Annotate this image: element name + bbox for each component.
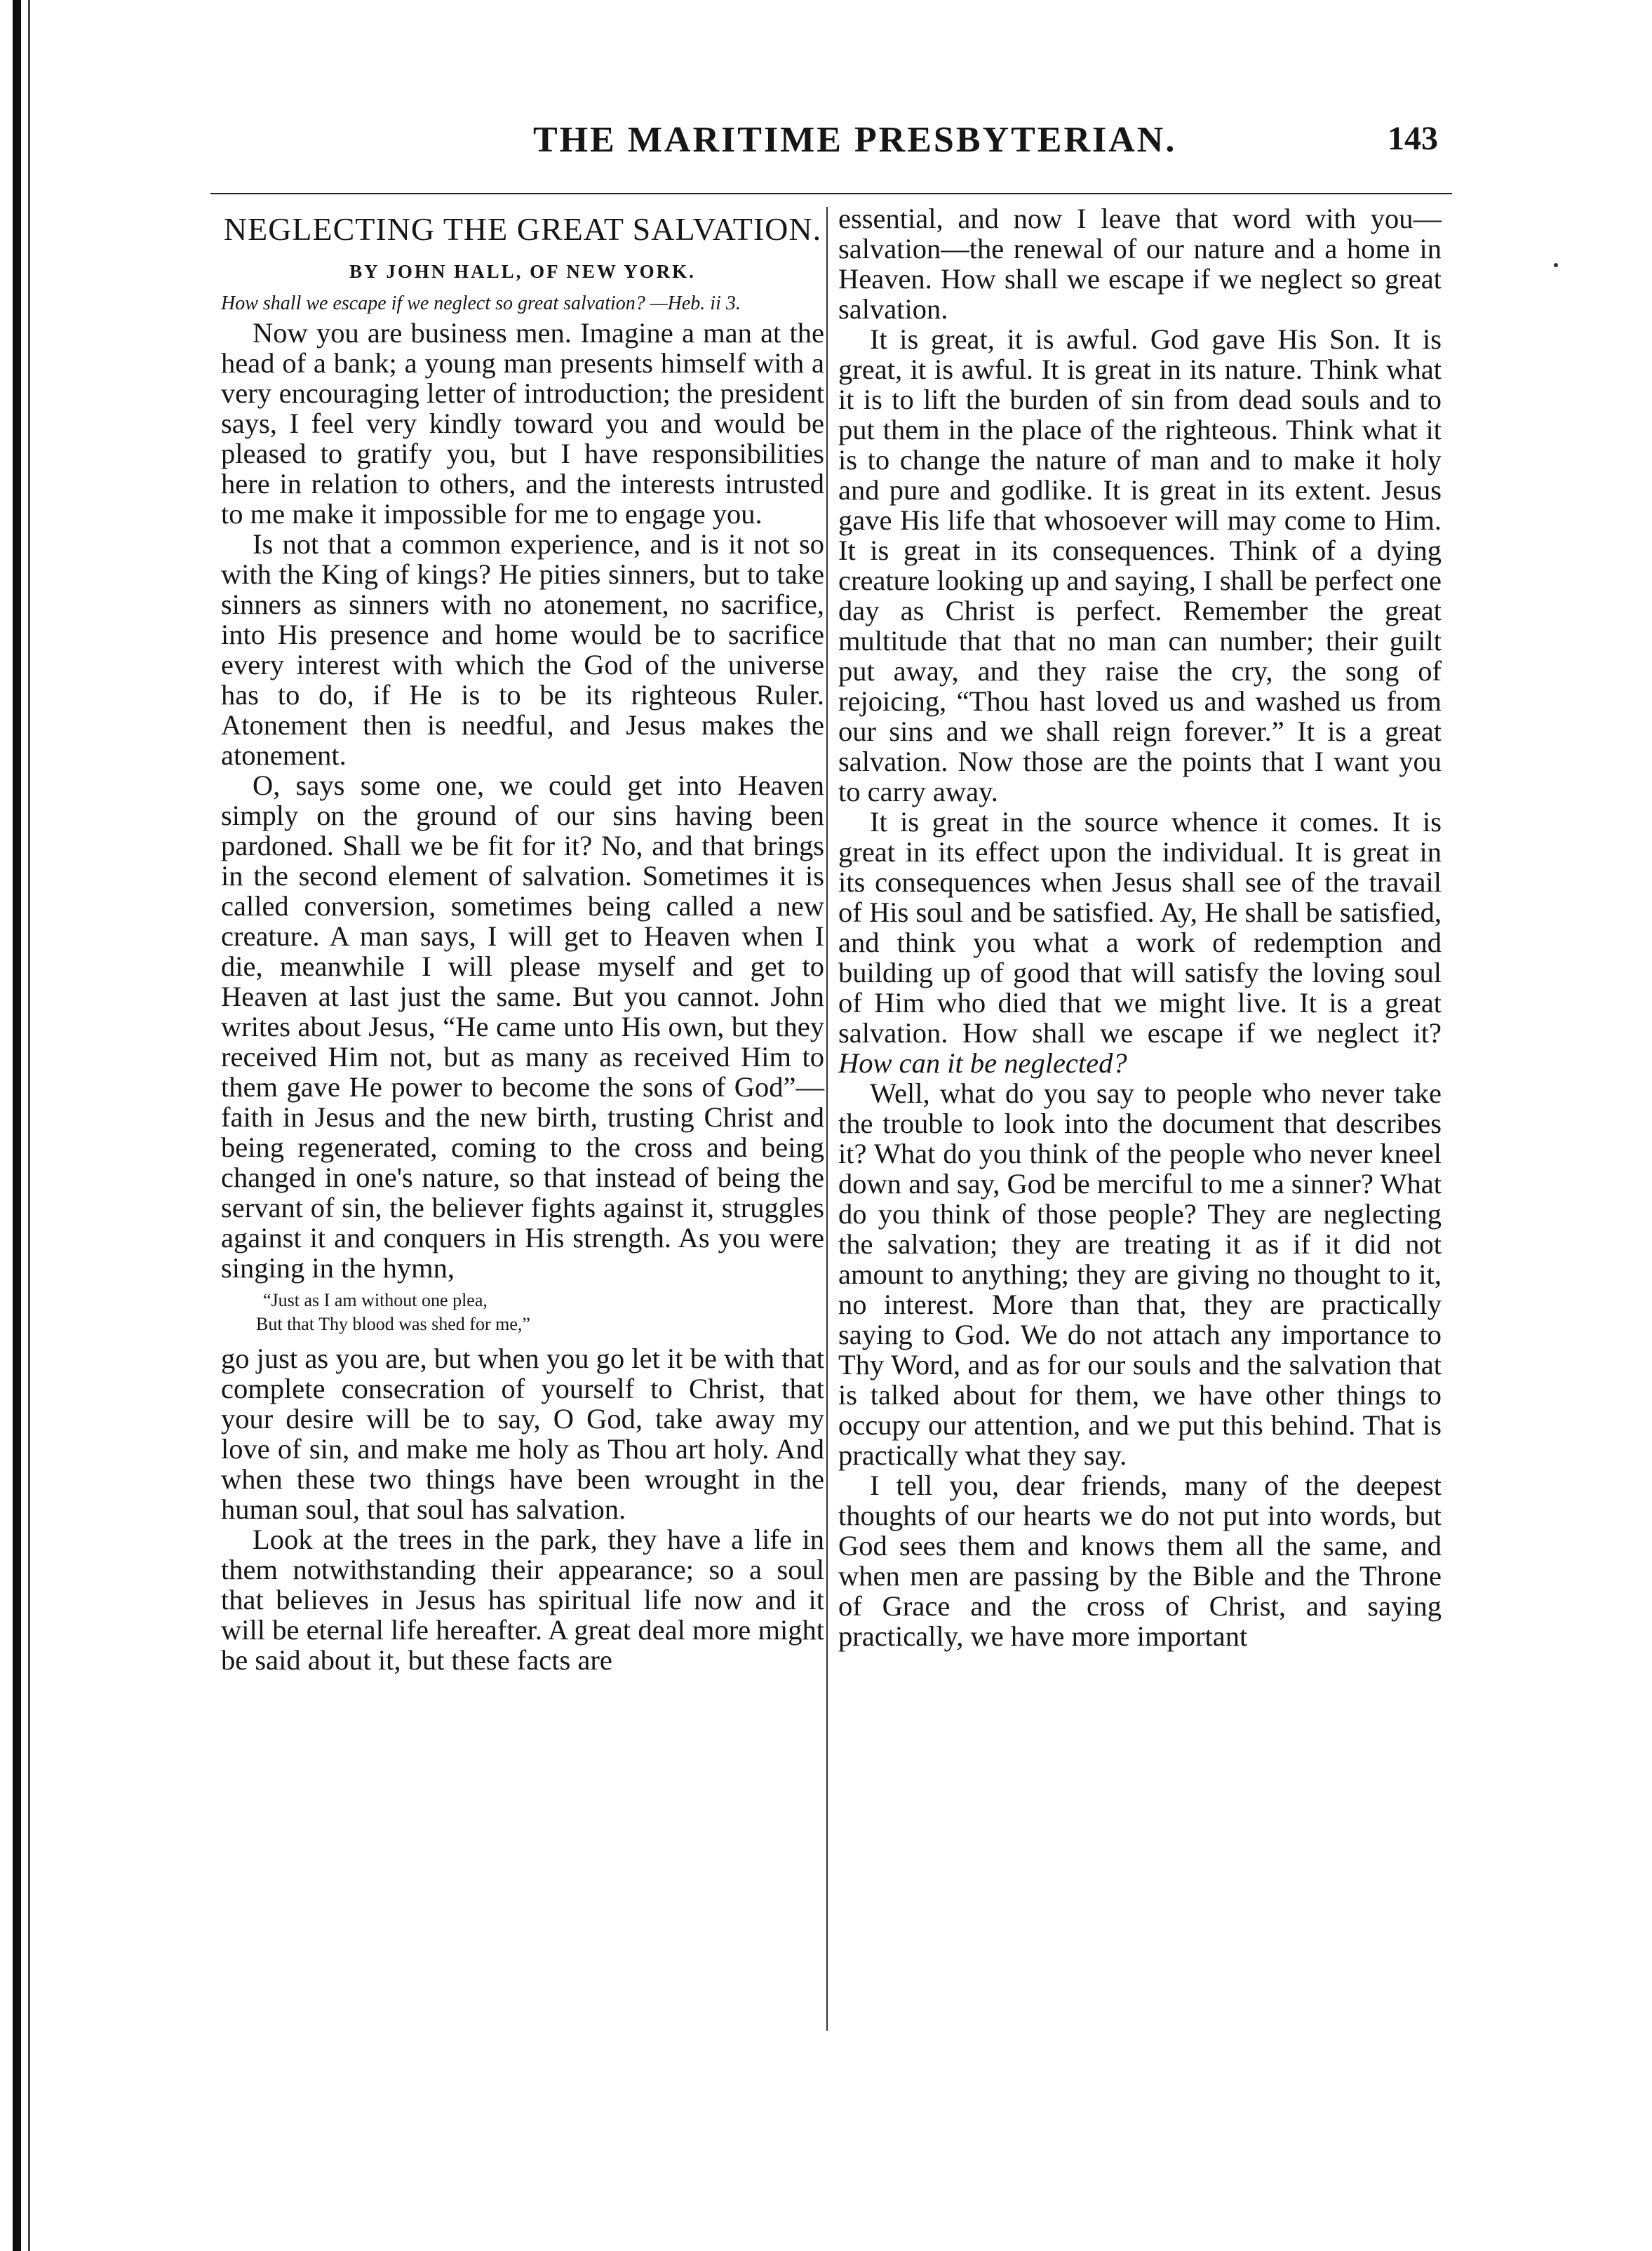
page-edge-line bbox=[28, 0, 30, 2251]
paragraph-text: It is great in the source whence it comes. It is great in its effect upon the individual. It is great in its consequences when Jesus shall see of the travail of His soul and be satisfied. Ay, He shall be satisfied, and think you what a work of redemption and building up of good that will satisfy the loving soul of Him who died that we might live. It is a great salvation. How shall we escape if we neglect it? bbox=[838, 806, 1442, 1049]
left-column bbox=[221, 203, 824, 1675]
hymn-line: “Just as I am without one plea, bbox=[263, 1290, 488, 1310]
article-epigraph: How shall we escape if we neglect so great salvation? —Heb. ii 3. bbox=[221, 293, 741, 314]
header-rule bbox=[210, 193, 1452, 194]
paragraph bbox=[838, 807, 1442, 1078]
paragraph: essential, and now I leave that word with you—salvation—the renewal of our nature and a home in Heaven. How shall we escape if we neglect so great salvation. bbox=[838, 203, 1442, 325]
italic-phrase: How can it be neglected? bbox=[838, 1047, 1127, 1079]
paragraph: I tell you, dear friends, many of the deepest thoughts of our hearts we do not put into words, but God sees them and knows them all the same, and when men are passing by the Bible and the Throne of Grace and the cross of Christ, and saying practically, we have more important bbox=[838, 1470, 1442, 1652]
hymn-line: But that Thy blood was shed for me,” bbox=[256, 1314, 530, 1334]
paragraph: Is not that a common experience, and is it not so with the King of kings? He pities sinners, but to take sinners as sinners with no atonement, no sacrifice, into His presence and home would be to sacrifice every interest with which the God of the universe has to do, if He is to be its righteous Ruler. Atonement then is needful, and Jesus makes the atonement. bbox=[221, 528, 824, 771]
page-edge-bar bbox=[13, 0, 21, 2251]
article-byline: BY JOHN HALL, OF NEW YORK. bbox=[349, 261, 696, 282]
page-number: 143 bbox=[1388, 120, 1438, 157]
paragraph: O, says some one, we could get into Heaven simply on the ground of our sins having been pardoned. Shall we be fit for it? No, and that brings in the second element of salvation. Sometimes it is called conversion, sometimes being called a new creature. A man says, I will get to Heaven when I die, meanwhile I will please myself and get to Heaven at last just the same. But you cannot. John writes about Jesus, “He came unto His own, but they received Him not, but as many as received Him to them gave He power to become the sons of God”—faith in Jesus and the new birth, trusting Christ and being regenerated, coming to the cross and being changed in one's nature, so that instead of being the servant of sin, the believer fights against it, struggles against it and conquers in His strength. As you were singing in the hymn, bbox=[221, 770, 824, 1284]
paragraph: Now you are business men. Imagine a man at the head of a bank; a young man presents himself with a very encouraging letter of introduction; the president says, I feel very kindly toward you and would be pleased to gratify you, but I have responsibilities here in relation to others, and the interests intrusted to me make it impossible for me to engage you. bbox=[221, 317, 824, 530]
paragraph: go just as you are, but when you go let it be with that complete consecration of yourself to Christ, that your desire will be to say, O God, take away my love of sin, and make me holy as Thou art holy. And when these two things have been wrought in the human soul, that soul has salvation. bbox=[221, 1343, 824, 1525]
column-divider bbox=[826, 207, 828, 2031]
paragraph: Well, what do you say to people who never take the trouble to look into the document that describes it? What do you think of the people who never kneel down and say, God be merciful to me a sinner? What do you think of those people? They are neglecting the salvation; they are treating it as if it did not amount to anything; they are giving no thought to it, no interest. More than that, they are practically saying to God. We do not attach any importance to Thy Word, and as for our souls and the salvation that is talked about for them, we have other things to occupy our attention, and we put this behind. That is practically what they say. bbox=[838, 1077, 1442, 1471]
article-title: NEGLECTING THE GREAT SALVATION. bbox=[223, 211, 822, 247]
hymn-quote bbox=[221, 1289, 824, 1336]
journal-title: THE MARITIME PRESBYTERIAN. bbox=[533, 120, 1177, 160]
print-speck bbox=[1554, 263, 1558, 267]
paragraph: It is great, it is awful. God gave His Son. It is great, it is awful. It is great in its nature. Think what it is to lift the burden of sin from dead souls and to put them in the place of the righteous. Think what it is to change the nature of man and to make it holy and pure and godlike. It is great in its extent. Jesus gave His life that whosoever will may come to Him. It is great in its consequences. Think of a dying creature looking up and saying, I shall be perfect one day as Christ is perfect. Remember the great multitude that that no man can number; their guilt put away, and they raise the cry, the song of rejoicing, “Thou hast loved us and washed us from our sins and we shall reign forever.” It is a great salvation. Now those are the points that I want you to carry away. bbox=[838, 323, 1442, 807]
paragraph: Look at the trees in the park, they have a life in them notwithstanding their appearance; so a soul that believes in Jesus has spiritual life now and it will be eternal life hereafter. A great deal more might be said about it, but these facts are bbox=[221, 1524, 824, 1676]
right-column bbox=[838, 203, 1442, 1651]
page-header bbox=[491, 119, 1438, 175]
